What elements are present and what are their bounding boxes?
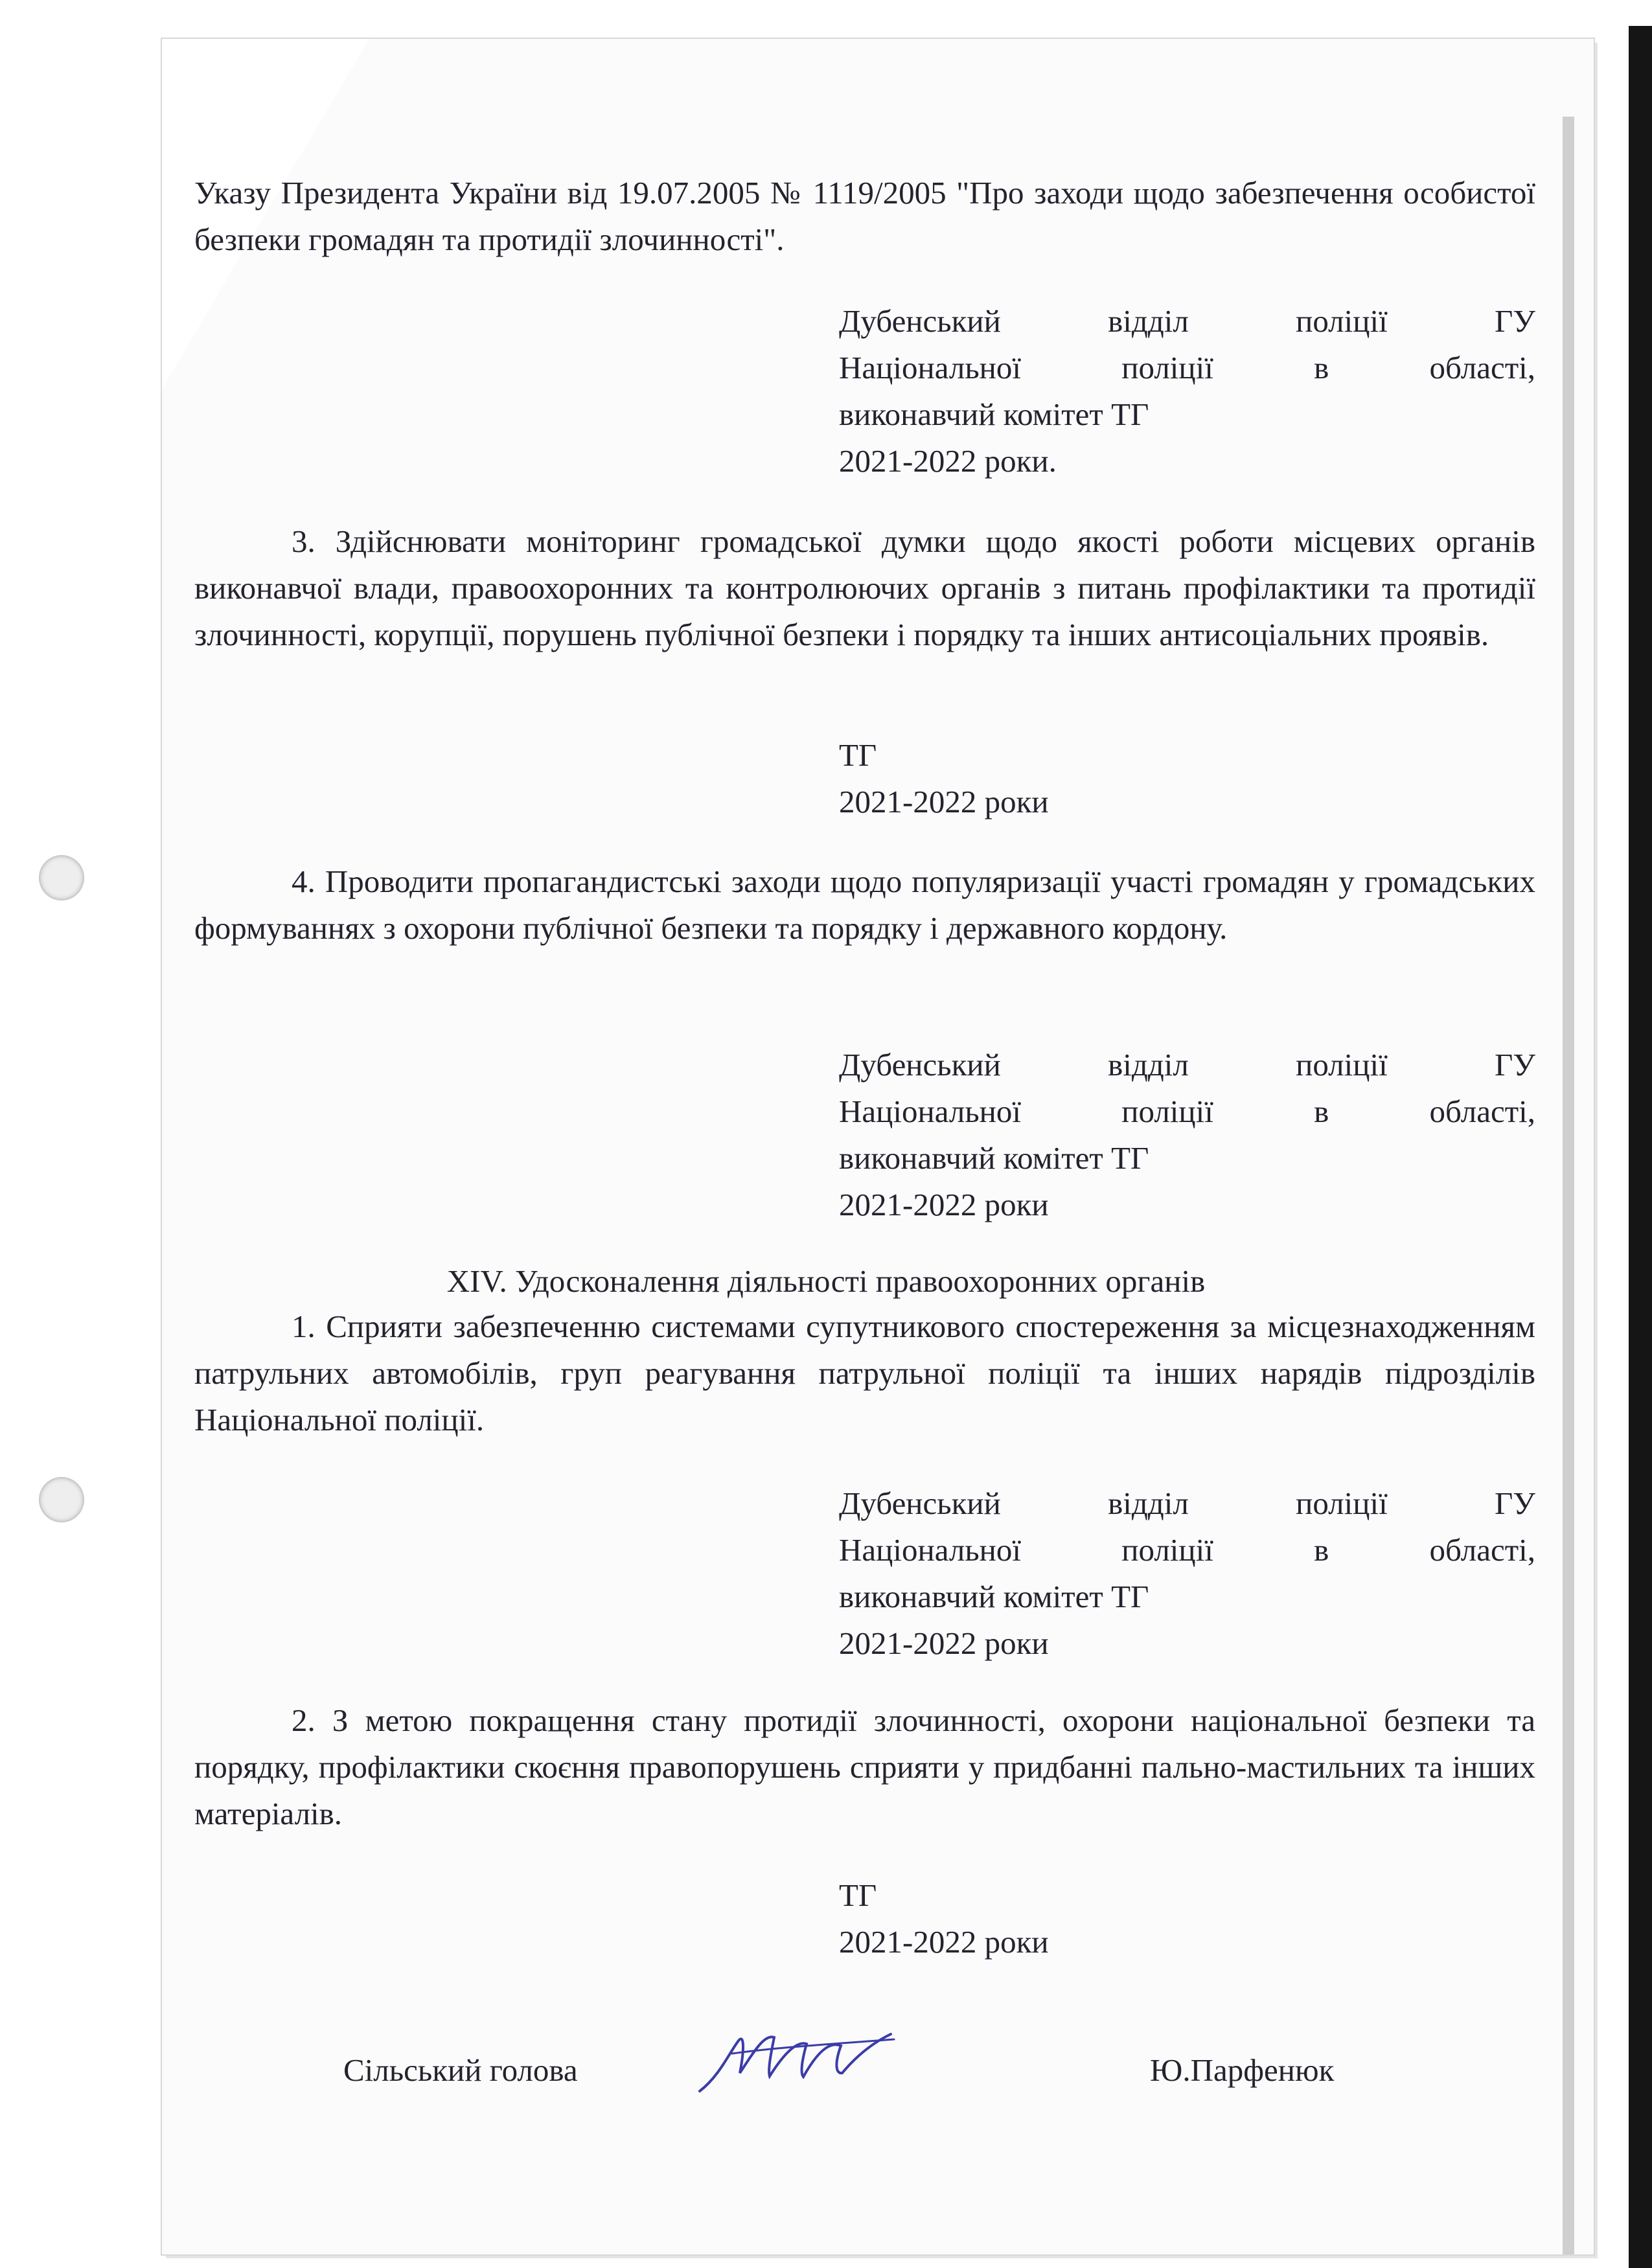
responsible-line: виконавчий комітет ТГ bbox=[839, 1579, 1149, 1614]
punch-hole-icon bbox=[39, 1477, 84, 1522]
responsible-line: ТГ bbox=[839, 1877, 877, 1913]
responsible-block-3 bbox=[839, 1042, 1535, 1228]
period: 2021-2022 роки bbox=[839, 1625, 1049, 1661]
period: 2021-2022 роки bbox=[839, 784, 1049, 819]
s14-item-2-paragraph: 2. З метою покращення стану протидії злочинності, охорони національної безпеки та порядку, профілактики скоєння правопорушень сприяти у придбанні пально-мастильних та інших матеріалів. bbox=[194, 1702, 1535, 1831]
responsible-block-1 bbox=[839, 298, 1535, 485]
responsible-line: Дубенський відділ поліції ГУ bbox=[839, 303, 1535, 339]
signatory-name: Ю.Парфенюк bbox=[1150, 2052, 1335, 2088]
item-4-paragraph: 4. Проводити пропагандистські заходи щодо популяризації участі громадян у громадських формуваннях з охорони публічної безпеки та порядку і державного кордону. bbox=[194, 864, 1535, 946]
period: 2021-2022 роки. bbox=[839, 443, 1057, 479]
responsible-line: ТГ bbox=[839, 737, 877, 773]
signatory-title: Сільський голова bbox=[343, 2052, 578, 2088]
responsible-block-4 bbox=[839, 1480, 1535, 1667]
responsible-line: Національної поліції в області, bbox=[839, 1532, 1535, 1568]
responsible-line: виконавчий комітет ТГ bbox=[839, 396, 1149, 432]
page-edge-shadow bbox=[1563, 117, 1574, 2254]
period: 2021-2022 роки bbox=[839, 1187, 1049, 1222]
item-3-paragraph: 3. Здійснювати моніторинг громадської думки щодо якості роботи місцевих органів виконавчої влади, правоохоронних та контролюючих органів з питань профілактики та протидії злочинності, корупції, порушень публічної безпеки і порядку та інших антисоціальних проявів. bbox=[194, 523, 1535, 652]
responsible-line: Національної поліції в області, bbox=[839, 1094, 1535, 1129]
responsible-line: Дубенський відділ поліції ГУ bbox=[839, 1485, 1535, 1521]
handwritten-signature bbox=[693, 2015, 901, 2099]
section-heading: XIV. Удосконалення діяльності правоохоронних органів bbox=[446, 1263, 1206, 1299]
s14-item-1-paragraph: 1. Сприяти забезпеченню системами супутникового спостереження за місцезнаходженням патрульних автомобілів, груп реагування патрульної поліції та інших нарядів підрозділів Національної поліції. bbox=[194, 1309, 1535, 1438]
responsible-line: Дубенський відділ поліції ГУ bbox=[839, 1047, 1535, 1082]
period: 2021-2022 роки bbox=[839, 1924, 1049, 1960]
punch-hole-icon bbox=[39, 855, 84, 900]
scan-border bbox=[1629, 26, 1652, 2268]
responsible-line: виконавчий комітет ТГ bbox=[839, 1140, 1149, 1176]
intro-paragraph: Указу Президента України від 19.07.2005 № 1119/2005 "Про заходи щодо забезпечення особистої безпеки громадян та протидії злочинності". bbox=[194, 175, 1535, 257]
responsible-block-5 bbox=[839, 1872, 1535, 1965]
responsible-block-2 bbox=[839, 732, 1535, 825]
responsible-line: Національної поліції в області, bbox=[839, 350, 1535, 385]
